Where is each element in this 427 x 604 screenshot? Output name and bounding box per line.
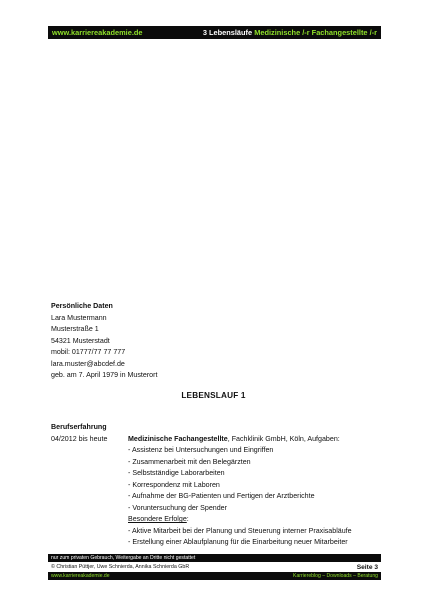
career-task: - Selbstständige Laborarbeiten	[128, 469, 225, 477]
cv-title: LEBENSLAUF 1	[181, 391, 246, 400]
personal-city: 54321 Musterstadt	[51, 336, 110, 345]
success-colon: :	[186, 515, 189, 523]
career-task: - Assistenz bei Untersuchungen und Eingriffen	[128, 446, 274, 454]
career-position: Medizinische Fachangestellte	[128, 434, 228, 443]
header-title-highlight: Medizinische /-r Fachangestellte /-r	[254, 28, 377, 37]
personal-name: Lara Mustermann	[51, 313, 107, 322]
footer-info	[48, 562, 381, 572]
footer-links-bar	[48, 572, 381, 580]
personal-birth: geb. am 7. April 1979 in Musterort	[51, 371, 158, 379]
career-task: - Aufnahme der BG-Patienten und Fertigen der Arztberichte	[128, 492, 315, 500]
header-site-link[interactable]: www.karriereakademie.de	[52, 28, 143, 37]
success-item: - Erstellung einer Ablaufplanung für die Einarbeitung neuer Mitarbeiter	[128, 538, 348, 546]
personal-data	[51, 301, 383, 382]
footer-site-link[interactable]: www.karriereakademie.de	[51, 573, 110, 579]
page-header	[48, 26, 381, 39]
personal-heading: Persönliche Daten	[51, 302, 113, 310]
career-task: - Korrespondenz mit Laboren	[128, 480, 220, 489]
career-position-rest: , Fachklinik GmbH, Köln, Aufgaben:	[227, 434, 340, 443]
career-position-line	[128, 434, 383, 446]
personal-email: lara.muster@abcdef.de	[51, 359, 125, 368]
footer-notice: nur zum privaten Gebrauch, Weitergabe an Dritte nicht gestattet	[51, 555, 196, 561]
footer-nav-links[interactable]: Karriereblog – Downloads – Beratung	[293, 573, 378, 579]
success-heading-line	[128, 514, 383, 526]
career-date: 04/2012 bis heute	[51, 434, 108, 443]
career-section	[51, 422, 383, 549]
career-task: - Zusammenarbeit mit den Belegärzten	[128, 457, 251, 466]
footer-copyright: © Christian Püttjer, Uwe Schnierda, Annika Schnierda GbR	[51, 564, 190, 570]
header-title-prefix: 3 Lebensläufe	[202, 28, 255, 37]
personal-mobile: mobil: 01777/77 77 777	[51, 348, 126, 356]
success-item: - Aktive Mitarbeit bei der Planung und Steuerung interner Praxisabläufe	[128, 526, 352, 535]
career-detail	[128, 434, 383, 549]
page-number: Seite 3	[356, 563, 378, 571]
personal-street: Musterstraße 1	[51, 325, 99, 333]
career-entry	[51, 434, 383, 549]
header-title	[203, 28, 377, 37]
career-task: - Voruntersuchung der Spender	[128, 503, 227, 512]
success-heading: Besondere Erfolge	[128, 515, 187, 523]
career-heading: Berufserfahrung	[51, 423, 107, 431]
footer-notice-bar	[48, 554, 381, 562]
